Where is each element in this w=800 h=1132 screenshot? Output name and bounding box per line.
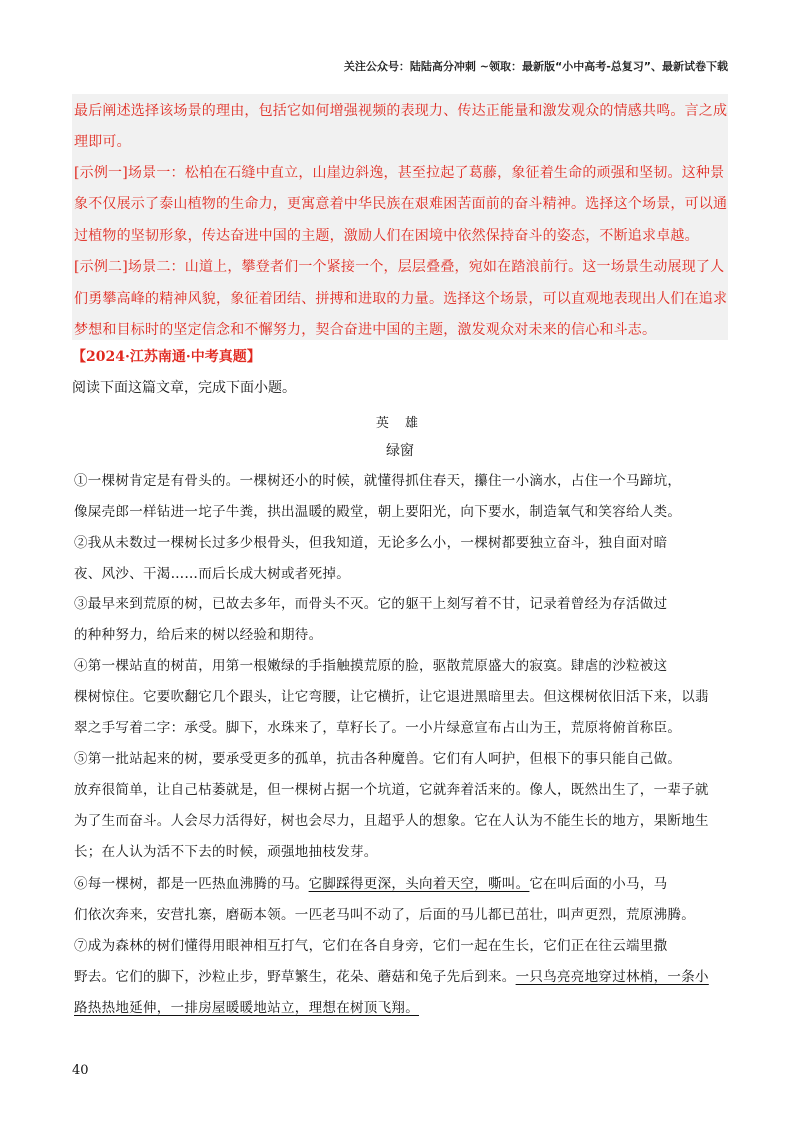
paragraph-line: 放弃很简单，让自己枯萎就是，但一棵树占据一个坑道，它就奔着活来的。像人，既然出生了，一辈子就 bbox=[74, 782, 709, 798]
answer-line: 过植物的坚韧形象，传达奋进中国的主题，激励人们在困境中依然保持奋斗的姿态，不断追求卓越。 bbox=[74, 228, 699, 244]
paragraph-text: 它在叫后面的小马，马 bbox=[529, 876, 668, 892]
underlined-sentence: 一只鸟亮亮地穿过林梢，一条小 bbox=[515, 969, 709, 985]
article-title: 英 雄 bbox=[375, 416, 425, 431]
answer-line: 最后阐述选择该场景的理由，包括它如何增强视频的表现力、传达正能量和激发观众的情感共鸣。言之成 bbox=[74, 103, 728, 119]
paragraph-line: 们依次奔来，安营扎寨，磨砺本领。一匹老马叫不动了，后面的马儿都已茁壮，叫声更烈，荒原沸腾。 bbox=[74, 907, 695, 923]
answer-line: 象不仅展示了泰山植物的生命力，更寓意着中华民族在艰难困苦面前的奋斗精神。选择这个场景，可以通 bbox=[74, 196, 728, 212]
paragraph-line bbox=[74, 996, 724, 1016]
paragraph-line: ②我从未数过一棵树长过多少根骨头，但我知道，无论多么小，一棵树都要独立奋斗，独自面对暗 bbox=[74, 535, 668, 551]
page-number: 40 bbox=[72, 1063, 89, 1078]
paragraph-line: 翠之手写着二字：承受。脚下，水珠来了，草籽长了。一小片绿意宣布占山为王，荒原将俯首称臣。 bbox=[74, 720, 682, 736]
paragraph-line: 为了生而奋斗。人会尽力活得好，树也会尽力，且超乎人的想象。它在人认为不能生长的地方，果断地生 bbox=[74, 813, 709, 829]
paragraph-line: ①一棵树肯定是有骨头的。一棵树还小的时候，就懂得抓住春天，攥住一小滴水，占住一个马蹄坑， bbox=[74, 473, 682, 489]
paragraph-text: ⑥每一棵树，都是一匹热血沸腾的马。 bbox=[74, 876, 309, 892]
paragraph-line: 像屎壳郎一样钻进一坨子牛粪，拱出温暖的殿堂，朝上要阳光，向下要水，制造氧气和笑容给人类。 bbox=[74, 504, 682, 520]
answer-line: [示例一]场景一：松柏在石缝中直立，山崖边斜逸，甚至拉起了葛藤，象征着生命的顽强和坚韧。这种景 bbox=[74, 165, 725, 181]
paragraph-line: 夜、风沙、干渴……而后长成大树或者死掉。 bbox=[74, 566, 350, 582]
question-source-tag: 【2024·江苏南通·中考真题】 bbox=[72, 349, 261, 365]
paragraph-line: 长；在人认为活不下去的时候，顽强地抽枝发芽。 bbox=[74, 844, 378, 860]
paragraph-line: 棵树惊住。它要吹翻它几个跟头，让它弯腰，让它横折，让它退进黑暗里去。但这棵树依旧活下来，以翡 bbox=[74, 689, 709, 705]
underlined-sentence: 路热热地延伸，一排房屋暖暖地站立，理想在树顶飞翔。 bbox=[74, 1000, 419, 1016]
paragraph-line bbox=[74, 965, 724, 985]
question-instruction: 阅读下面这篇文章，完成下面小题。 bbox=[72, 380, 296, 396]
paragraph-line: 的种种努力，给后来的树以经验和期待。 bbox=[74, 627, 323, 643]
underlined-sentence: 它脚踩得更深，头向着天空，嘶叫。 bbox=[308, 876, 530, 892]
answer-line: [示例二]场景二：山道上，攀登者们一个紧接一个，层层叠叠，宛如在踏浪前行。这一场景生动展现了人 bbox=[74, 259, 725, 275]
paragraph-line: ⑦成为森林的树们懂得用眼神相互打气，它们在各自身旁，它们一起在生长，它们正在往云端里撒 bbox=[74, 938, 668, 954]
answer-line: 理即可。 bbox=[74, 134, 131, 150]
page-header: 关注公众号：陆陆高分冲刺 ~领取：最新版“小中高考-总复习”、最新试卷下载 bbox=[343, 60, 728, 73]
paragraph-line: ④第一棵站直的树苗，用第一根嫩绿的手指触摸荒原的脸，驱散荒原盛大的寂寞。肆虐的沙粒被这 bbox=[74, 658, 668, 674]
answer-line: 梦想和目标时的坚定信念和不懈努力，契合奋进中国的主题，激发观众对未来的信心和斗志。 bbox=[74, 322, 657, 338]
paragraph-text: 野去。它们的脚下，沙粒止步，野草繁生，花朵、蘑菇和兔子先后到来。 bbox=[74, 969, 516, 985]
article-author: 绿窗 bbox=[386, 443, 414, 459]
answer-line: 们勇攀高峰的精神风貌，象征着团结、拼搏和进取的力量。选择这个场景，可以直观地表现出人们在追求 bbox=[74, 291, 728, 307]
paragraph-line: ⑤第一批站起来的树，要承受更多的孤单，抗击各种魔兽。它们有人呵护，但根下的事只能自己做。 bbox=[74, 751, 682, 767]
paragraph-line bbox=[74, 872, 724, 892]
paragraph-line: ③最早来到荒原的树，已故去多年，而骨头不灭。它的躯干上刻写着不甘，记录着曾经为存活做过 bbox=[74, 596, 668, 612]
